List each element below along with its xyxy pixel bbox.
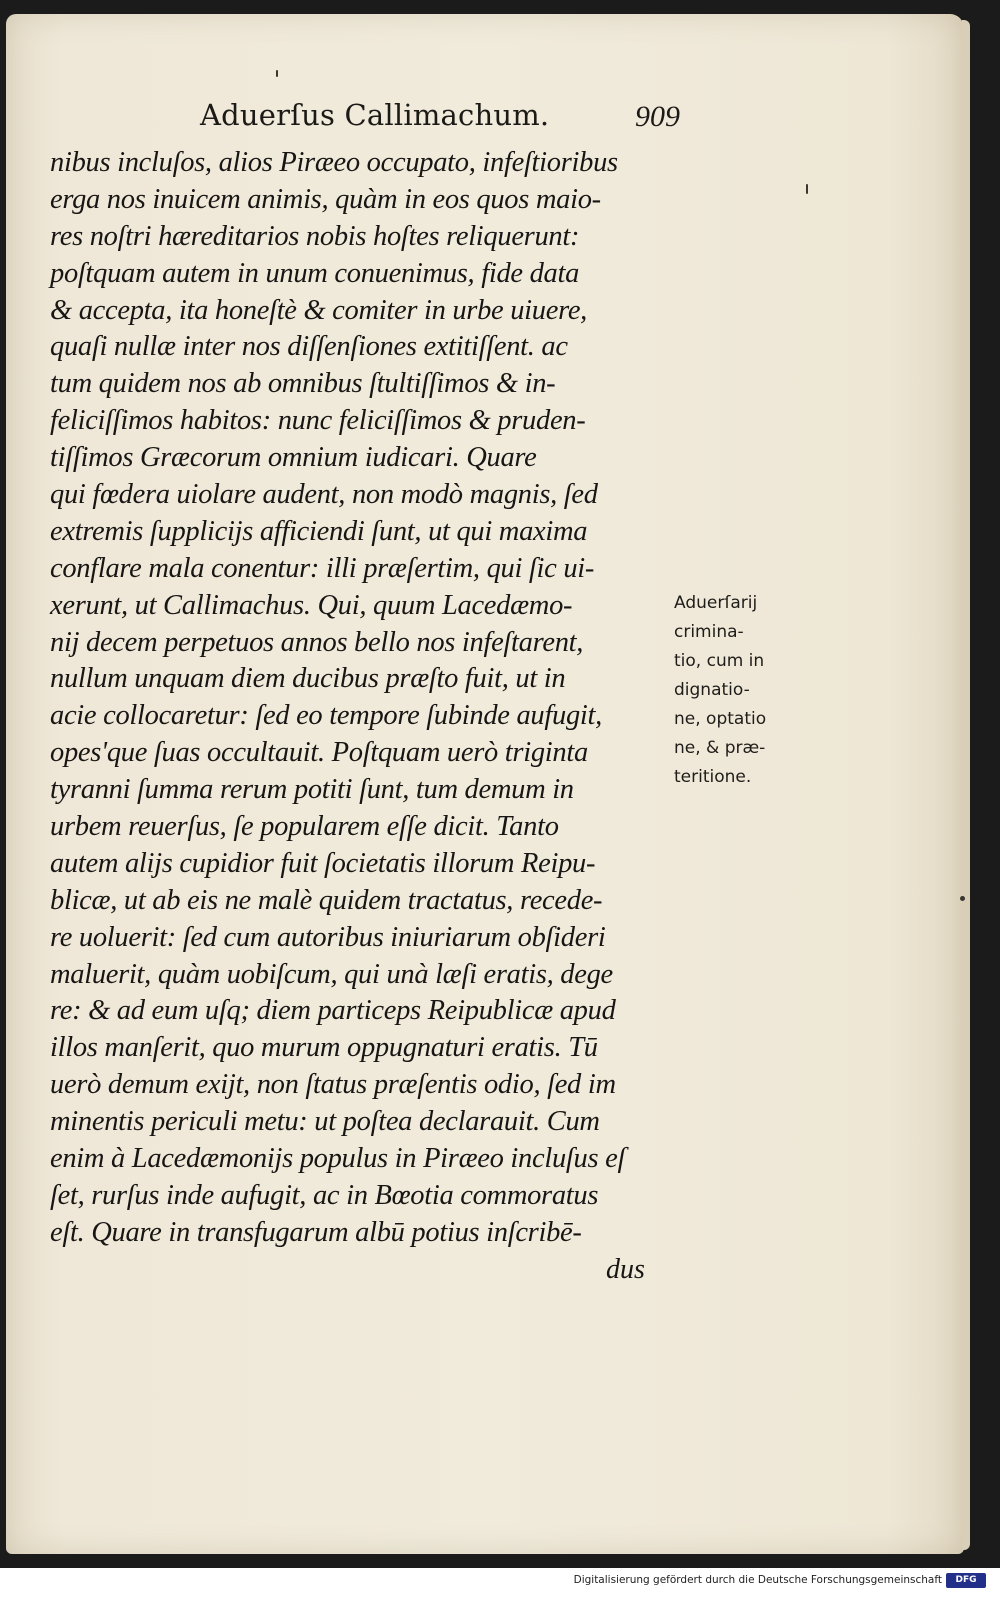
text-line: nullum unquam diem ducibus præſto fuit, ut in (50, 663, 566, 695)
text-line: & accepta, ita honeſtè & comiter in urbe uiuere, (50, 294, 587, 326)
folio-number: 909 (635, 100, 680, 133)
marginal-note-line: Aduerſarij (674, 593, 758, 613)
running-head (200, 90, 680, 144)
text-line: re: & ad eum uſq; diem particeps Reipublicæ apud (50, 995, 616, 1027)
page-edge (962, 20, 970, 1550)
text-line: re uoluerit: ſed cum autoribus iniuriarum obſideri (50, 921, 606, 953)
text-line: autem alijs cupidior fuit ſocietatis illorum Reipu- (50, 847, 596, 879)
text-line: eſt. Quare in transfugarum albū potius inſcribē- (50, 1216, 582, 1248)
text-line: feliciſſimos habitos: nunc feliciſſimos & pruden- (50, 405, 586, 437)
text-line: conflare mala conentur: illi præſertim, qui ſic ui- (50, 552, 595, 584)
text-line: qui fœdera uiolare audent, non modò magnis, ſed (50, 479, 598, 511)
text-line: illos manſerit, quo murum oppugnaturi eratis. Tū (50, 1032, 598, 1064)
marginal-note-line: ne, optatio (674, 709, 767, 729)
text-line: ſet, rurſus inde aufugit, ac in Bœotia commoratus (50, 1179, 599, 1211)
text-line: res noſtri hæreditarios nobis hoſtes reliquerunt: (50, 220, 580, 252)
marginal-note (674, 589, 794, 792)
text-line: nibus incluſos, alios Piræeo occupato, infeſtioribus (50, 147, 618, 178)
footer-bar (0, 1568, 1000, 1598)
marginal-note-line: tio, cum in (674, 651, 765, 671)
text-line: blicæ, ut ab eis ne malè quidem tractatus, recede- (50, 884, 603, 916)
text-line: tiſſimos Græcorum omnium iudicari. Quare (50, 442, 537, 474)
ink-speck (806, 184, 808, 194)
text-line: nij decem perpetuos annos bello nos infeſtarent, (50, 626, 584, 658)
funding-credit: Digitalisierung gefördert durch die Deutsche Forschungsgemeinschaft (573, 1574, 942, 1586)
marginal-note-line: dignatio- (674, 680, 750, 700)
text-line: xerunt, ut Callimachus. Qui, quum Lacedæmo- (50, 589, 573, 621)
ink-speck (276, 70, 278, 77)
text-line: quaſi nullæ inter nos diſſenſiones extitiſſent. ac (50, 331, 568, 363)
dfg-logo: DFG (946, 1573, 986, 1588)
ink-speck (960, 896, 965, 901)
text-line: tyranni ſumma rerum potiti ſunt, tum demum in (50, 774, 574, 806)
text-line: minentis periculi metu: ut poſtea declarauit. Cum (50, 1106, 600, 1138)
marginal-note-line: crimina- (674, 622, 744, 642)
text-line: tum quidem nos ab omnibus ſtultiſſimos & in- (50, 368, 556, 400)
text-line: acie collocaretur: ſed eo tempore ſubinde aufugit, (50, 700, 602, 732)
text-line: urbem reuerſus, ſe popularem eſſe dicit. Tanto (50, 811, 559, 843)
marginal-note-line: teritione. (674, 767, 752, 787)
text-line: enim à Lacedæmonijs populus in Piræeo incluſus eſ (50, 1143, 626, 1175)
text-line: maluerit, quàm uobiſcum, qui unà læſi eratis, dege (50, 958, 613, 990)
text-line: erga nos inuicem animis, quàm in eos quos maio- (50, 183, 601, 215)
catchword: dus (606, 1254, 645, 1285)
marginal-note-line: ne, & præ- (674, 738, 766, 758)
text-line: uerò demum exijt, non ſtatus præſentis odio, ſed im (50, 1069, 616, 1101)
running-head-title: Aduerſus Callimachum. (200, 98, 550, 132)
text-line: opes'que ſuas occultauit. Poſtquam uerò triginta (50, 737, 588, 769)
text-line: extremis ſupplicijs afficiendi ſunt, ut qui maxima (50, 515, 588, 547)
text-line: poſtquam autem in unum conuenimus, fide data (50, 257, 580, 289)
body-text (50, 145, 680, 1252)
